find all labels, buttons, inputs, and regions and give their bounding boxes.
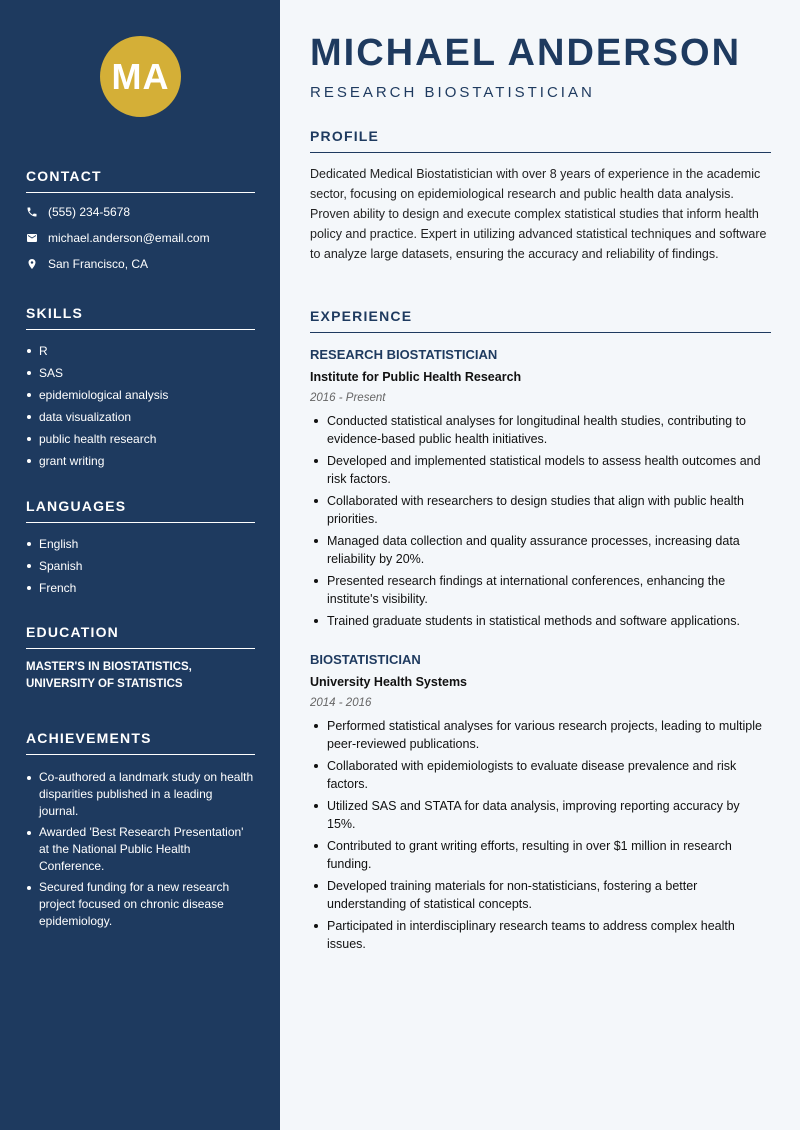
- email-text: michael.anderson@email.com: [48, 231, 210, 245]
- achievement-item: Co-authored a landmark study on health disparities published in a leading journal.: [26, 769, 255, 820]
- experience-heading: EXPERIENCE: [310, 308, 771, 333]
- skill-item: grant writing: [26, 450, 255, 472]
- contact-phone[interactable]: [26, 199, 255, 225]
- job-bullet: Managed data collection and quality assurance processes, increasing data reliability by 20%.: [310, 532, 771, 568]
- job-bullet: Conducted statistical analyses for longitudinal health studies, contributing to evidence-based public health initiatives.: [310, 412, 771, 448]
- skill-item: R: [26, 340, 255, 362]
- achievements-section: [26, 730, 255, 934]
- phone-text: (555) 234-5678: [48, 205, 131, 219]
- language-item: English: [26, 533, 255, 555]
- sidebar: [0, 0, 280, 1130]
- envelope-icon: [26, 232, 48, 244]
- skill-item: SAS: [26, 362, 255, 384]
- job-bullet: Participated in interdisciplinary research teams to address complex health issues.: [310, 917, 771, 953]
- location-pin-icon: [26, 258, 48, 270]
- job-bullet: Collaborated with researchers to design studies that align with public health priorities.: [310, 492, 771, 528]
- achievements-list: [26, 769, 255, 930]
- languages-section: [26, 498, 255, 599]
- achievements-heading: ACHIEVEMENTS: [26, 730, 255, 755]
- phone-icon: [26, 206, 48, 218]
- achievement-item: Awarded 'Best Research Presentation' at the National Public Health Conference.: [26, 824, 255, 875]
- job-title: RESEARCH BIOSTATISTICIAN: [310, 347, 498, 362]
- skills-section: [26, 305, 255, 472]
- candidate-title: RESEARCH BIOSTATISTICIAN: [310, 84, 595, 101]
- skill-item: epidemiological analysis: [26, 384, 255, 406]
- job-bullet: Developed training materials for non-statisticians, fostering a better understanding of statistical concepts.: [310, 877, 771, 913]
- avatar: MA: [100, 36, 181, 117]
- contact-section: [26, 168, 255, 277]
- job-bullet: Presented research findings at international conferences, enhancing the institute's visibility.: [310, 572, 771, 608]
- education-entry: [26, 659, 255, 693]
- job-bullets: [310, 412, 771, 630]
- job-dates: 2014 - 2016: [310, 697, 372, 709]
- job-bullet: Developed and implemented statistical models to assess health outcomes and risk factors.: [310, 452, 771, 488]
- education-section: [26, 624, 255, 693]
- education-school: UNIVERSITY OF STATISTICS: [26, 678, 183, 690]
- profile-heading: PROFILE: [310, 128, 771, 153]
- job-bullet: Performed statistical analyses for various research projects, leading to multiple peer-reviewed publications.: [310, 717, 771, 753]
- job-bullets: [310, 717, 771, 953]
- language-item: French: [26, 577, 255, 599]
- job-entry: [310, 347, 771, 634]
- skill-item: public health research: [26, 428, 255, 450]
- job-organization: Institute for Public Health Research: [310, 370, 522, 384]
- achievement-item: Secured funding for a new research project focused on chronic disease epidemiology.: [26, 879, 255, 930]
- job-bullet: Utilized SAS and STATA for data analysis, improving reporting accuracy by 15%.: [310, 797, 771, 833]
- skills-list: [26, 340, 255, 472]
- contact-location: [26, 251, 255, 277]
- candidate-name: MICHAEL ANDERSON: [310, 32, 742, 74]
- education-degree: MASTER'S IN BIOSTATISTICS,: [26, 661, 192, 673]
- contact-heading: CONTACT: [26, 168, 255, 193]
- education-heading: EDUCATION: [26, 624, 255, 649]
- languages-heading: LANGUAGES: [26, 498, 255, 523]
- skill-item: data visualization: [26, 406, 255, 428]
- job-bullet: Collaborated with epidemiologists to evaluate disease prevalence and risk factors.: [310, 757, 771, 793]
- language-item: Spanish: [26, 555, 255, 577]
- profile-text: Dedicated Medical Biostatistician with over 8 years of experience in the academic sector, focusing on epidemiological research and public health data analysis. Proven ability to design and execute complex statistical studies that inform health policy and practice. Expert in utilizing advanced statistical techniques and software to analyze large datasets, ensuring the accuracy and reliability of findings.: [310, 167, 767, 261]
- skills-heading: SKILLS: [26, 305, 255, 330]
- job-entry: [310, 652, 771, 957]
- job-dates: 2016 - Present: [310, 392, 386, 404]
- job-bullet: Trained graduate students in statistical methods and software applications.: [310, 612, 771, 630]
- location-text: San Francisco, CA: [48, 257, 149, 271]
- job-title: BIOSTATISTICIAN: [310, 652, 421, 667]
- contact-email[interactable]: [26, 225, 255, 251]
- languages-list: [26, 533, 255, 599]
- job-bullet: Contributed to grant writing efforts, resulting in over $1 million in research funding.: [310, 837, 771, 873]
- job-organization: University Health Systems: [310, 675, 468, 689]
